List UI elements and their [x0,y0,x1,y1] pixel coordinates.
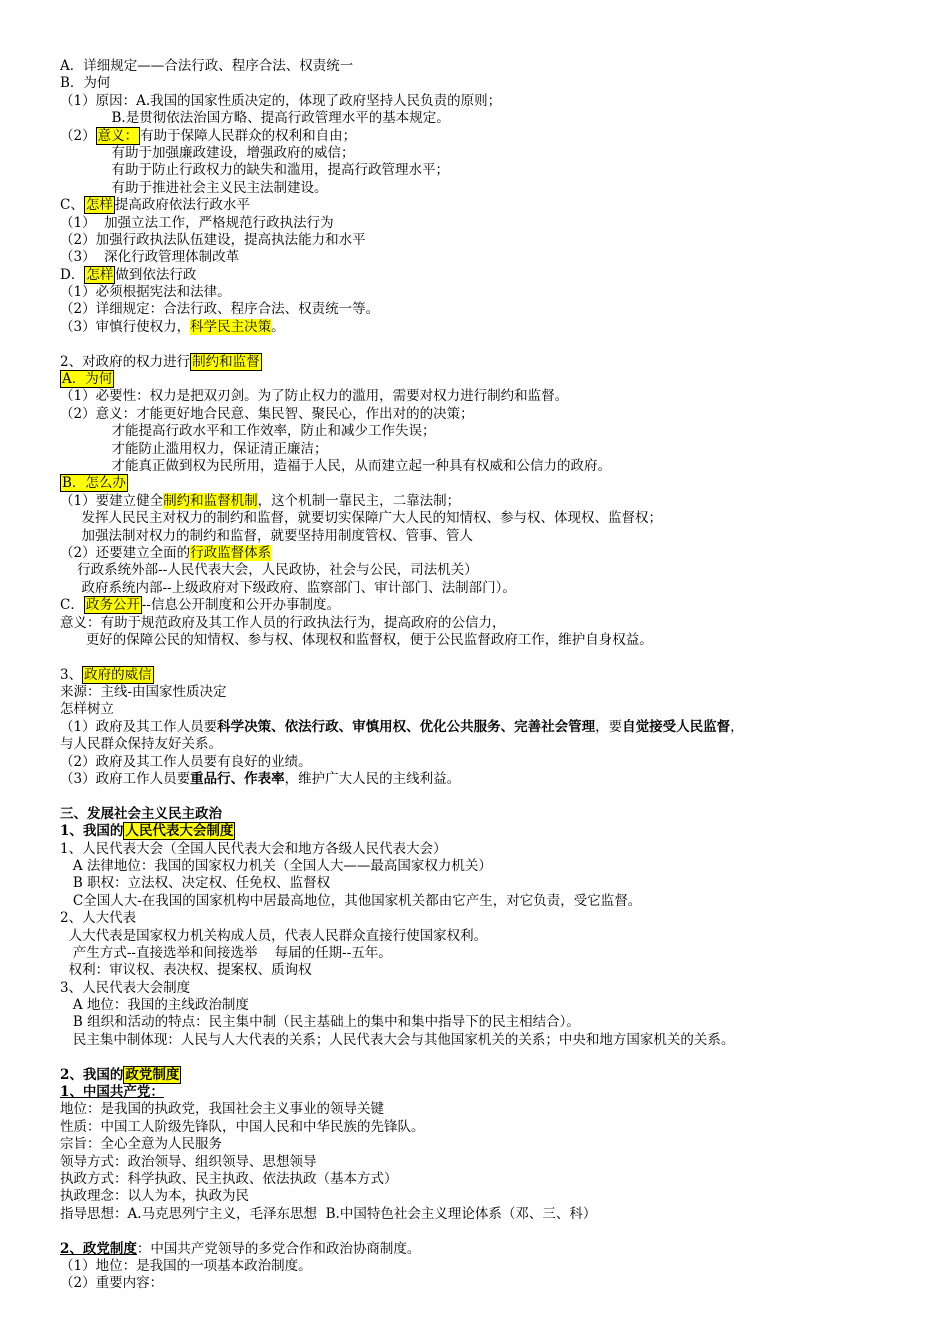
text-segment: 有助于加强廉政建设，增强政府的威信； [60,144,355,161]
text-segment: 1、我国的 [60,823,124,840]
text-line [60,1101,920,1118]
text-line [60,910,920,927]
text-segment: 。 [271,318,285,335]
text-line [60,319,920,336]
text-segment: 执政方式：科学执政、民主执政、依法执政（基本方式） [60,1171,398,1187]
text-line [60,1084,920,1101]
text-segment: 政府系统内部--上级政府对下级政府、监察部门、审计部门、法制部门）。 [60,579,516,596]
text-segment: 科学决策、依法行政、审慎用权、优化公共服务、完善社会管理 [217,718,596,735]
text-line [60,893,920,910]
text-line [60,1136,920,1153]
text-line [60,267,920,284]
text-segment: 才能真正做到权为民所用，造福于人民，从而建立起一种具有权威和公信力的政府。 [60,457,611,474]
text-line [60,545,920,562]
text-line [60,736,920,753]
text-segment: B 职权：立法权、决定权、任免权、监督权 [60,875,331,892]
text-line [60,75,920,92]
highlighted-text: 政府的威信 [84,666,152,683]
text-line [60,371,920,388]
highlighted-text: 科学民主决策 [190,318,272,335]
text-line [60,441,920,458]
text-segment: A 地位：我国的主线政治制度 [60,997,249,1014]
text-line [60,997,920,1014]
text-line [60,493,920,510]
text-line [60,615,920,632]
text-segment: 1、中国共产党： [60,1084,164,1101]
text-segment: （2） [60,127,96,144]
text-line [60,1067,920,1084]
text-segment: --信息公开制度和公开办事制度。 [141,597,340,614]
blank-line [60,1223,920,1240]
highlighted-text: 制约和监督 [192,353,260,370]
text-segment: （2）意义：才能更好地合民意、集民智、聚民心，作出对的的决策； [60,405,474,422]
text-line [60,354,920,371]
text-segment: D． [60,266,85,283]
text-segment: A 法律地位：我国的国家权力机关（全国人大——最高国家权力机关） [60,857,492,874]
text-segment: 行政系统外部--人民代表大会，人民政协，社会与公民，司法机关） [60,562,478,579]
text-line [60,197,920,214]
text-segment: （2）加强行政执法队伍建设，提高执法能力和水平 [60,231,366,248]
text-line [60,128,920,145]
text-segment: 产生方式--直接选举和间接选举 每届的任期--五年。 [60,944,392,961]
text-segment: （1）必要性：权力是把双刃剑。为了防止权力的滥用，需要对权力进行制约和监督。 [60,388,569,405]
text-segment: 加强法制对权力的制约和监督，就要坚持用制度管权、管事、管人 [60,527,473,544]
text-segment: 才能防止滥用权力，保证清正廉洁； [60,440,328,457]
text-segment: 更好的保障公民的知情权、参与权、体现权和监督权，便于公民监督政府工作，维护自身权益。 [60,631,653,648]
text-segment: 宗旨：全心全意为人民服务 [60,1136,222,1153]
text-line [60,232,920,249]
text-line [60,823,920,840]
highlighted-text: B．怎么办 [62,475,126,492]
text-line [60,145,920,162]
highlighted-text: 行政监督体系 [190,544,272,561]
text-line [60,423,920,440]
document-page [60,58,920,1293]
text-segment: （2）详细规定：合法行政、程序合法、权责统一等。 [60,301,380,318]
text-segment: 指导思想：A.马克思列宁主义，毛泽东思想 B.中国特色社会主义理论体系（邓、三、科） [60,1205,597,1222]
text-line [60,180,920,197]
text-segment: （3）审慎行使权力， [60,318,191,335]
text-line [60,562,920,579]
text-segment: 有助于推进社会主义民主法制建设。 [60,179,328,196]
text-segment: （1）原因：A.我国的国家性质决定的，体现了政府坚持人民负责的原则； [60,92,502,109]
highlighted-text: 政党制度 [125,1066,180,1083]
text-line [60,284,920,301]
text-line [60,754,920,771]
text-segment: （2）还要建立全面的 [60,544,191,561]
text-segment: C． [60,597,84,614]
highlighted-text: 怎样 [86,266,114,283]
text-line [60,858,920,875]
text-segment: 领导方式：政治领导、组织领导、思想领导 [60,1153,317,1170]
text-segment: B.是贯彻依法治国方略、提高行政管理水平的基本规定。 [60,110,450,127]
text-line [60,771,920,788]
text-line [60,684,920,701]
text-segment: 自觉接受人民监督 [622,718,731,735]
text-segment: 性质：中国工人阶级先锋队，中国人民和中华民族的先锋队。 [60,1118,425,1135]
highlighted-text: 政务公开 [85,597,140,614]
text-line [60,875,920,892]
text-line [60,406,920,423]
text-segment: 有助于防止行政权力的缺失和滥用，提高行政管理水平； [60,162,449,179]
text-segment: 怎样树立 [60,701,114,718]
text-line [60,1119,920,1136]
text-line [60,580,920,597]
text-segment: （1）政府及其工作人员要 [60,718,218,735]
text-line [60,1206,920,1223]
highlighted-text: 人民代表大会制度 [125,823,234,840]
text-line [60,1258,920,1275]
text-segment: A．详细规定——合法行政、程序合法、权责统一 [60,58,354,74]
text-line [60,1275,920,1292]
text-segment: ：中国共产党领导的多党合作和政治协商制度。 [136,1240,421,1257]
text-segment: B 组织和活动的特点：民主集中制（民主基础上的集中和集中指导下的民主相结合）。 [60,1014,580,1031]
text-segment: 意义：有助于规范政府及其工作人员的行政执法行为，提高政府的公信力， [60,614,506,631]
text-segment: （1）地位：是我国的一项基本政治制度。 [60,1257,312,1274]
text-segment: ，维护广大人民的主线利益。 [284,771,461,788]
text-line [60,597,920,614]
text-segment: （3） 深化行政管理体制改革 [60,249,240,266]
text-segment: （2）政府及其工作人员要有良好的业绩。 [60,753,312,770]
blank-line [60,1049,920,1066]
text-segment: 1、人民代表大会（全国人民代表大会和地方各级人民代表大会） [60,840,447,857]
highlighted-text: 怎样 [85,197,113,214]
text-segment: ， [730,718,744,735]
text-line [60,701,920,718]
text-segment: 来源：主线-由国家性质决定 [60,684,227,701]
text-segment: 民主集中制体现：人民与人大代表的关系；人民代表大会与其他国家机关的关系；中央和地方国家机关的关系。 [60,1031,735,1048]
text-segment: （2）重要内容： [60,1275,164,1292]
text-line [60,110,920,127]
highlighted-text: 意义： [97,127,139,144]
text-line [60,1188,920,1205]
text-line [60,93,920,110]
text-segment: 3、人民代表大会制度 [60,979,191,996]
text-segment: C、 [60,197,84,214]
text-line [60,510,920,527]
text-line [60,962,920,979]
blank-line [60,336,920,353]
text-line [60,458,920,475]
highlighted-text: 制约和监督机制 [163,492,258,509]
text-line [60,528,920,545]
text-line [60,1014,920,1031]
text-segment: C全国人大-在我国的国家机构中居最高地位，其他国家机关都由它产生，对它负责，受它监督。 [60,892,642,909]
blank-line [60,649,920,666]
text-line [60,719,920,736]
text-segment: （1）要建立健全 [60,492,164,509]
highlighted-text: A．为何 [62,371,113,388]
text-segment: B．为何 [60,75,111,92]
text-line [60,928,920,945]
text-line [60,632,920,649]
text-line [60,249,920,266]
text-line [60,215,920,232]
text-segment: 人大代表是国家权力机关构成人员，代表人民群众直接行使国家权利。 [60,927,488,944]
text-line [60,667,920,684]
text-line [60,1032,920,1049]
text-segment: 才能提高行政水平和工作效率，防止和减少工作失误； [60,423,436,440]
text-line [60,388,920,405]
text-segment: 三、发展社会主义民主政治 [60,805,222,822]
text-segment: 与人民群众保持友好关系。 [60,736,222,753]
text-line [60,806,920,823]
text-line [60,162,920,179]
text-segment: （3）政府工作人员要 [60,771,191,788]
text-segment: （1）必须根据宪法和法律。 [60,284,231,301]
text-segment: 2、对政府的权力进行 [60,353,191,370]
text-segment: ，要 [595,718,623,735]
text-segment: 2、我国的 [60,1066,124,1083]
text-segment: ，这个机制一靠民主，二靠法制； [257,492,461,509]
text-line [60,58,920,75]
text-segment: 有助于保障人民群众的权利和自由； [140,127,357,144]
text-segment: 3、 [60,666,83,683]
text-line [60,1241,920,1258]
text-line [60,475,920,492]
text-line [60,945,920,962]
text-segment: 权利：审议权、表决权、提案权、质询权 [60,962,312,979]
text-line [60,1154,920,1171]
text-line [60,841,920,858]
text-segment: 重品行、作表率 [190,771,285,788]
text-line [60,301,920,318]
text-segment: 提高政府依法行政水平 [114,197,250,214]
text-segment: 执政理念：以人为本，执政为民 [60,1188,249,1205]
text-segment: （1） 加强立法工作，严格规范行政执法行为 [60,214,334,231]
text-line [60,1171,920,1188]
text-segment: 2、人大代表 [60,910,137,927]
text-line [60,980,920,997]
text-segment: 2、政党制度 [60,1240,137,1257]
text-segment: 发挥人民民主对权力的制约和监督，就要切实保障广大人民的知情权、参与权、体现权、监督权； [60,510,662,527]
text-segment: 做到依法行政 [115,266,197,283]
text-segment: 地位：是我国的执政党，我国社会主义事业的领导关键 [60,1101,384,1118]
blank-line [60,788,920,805]
